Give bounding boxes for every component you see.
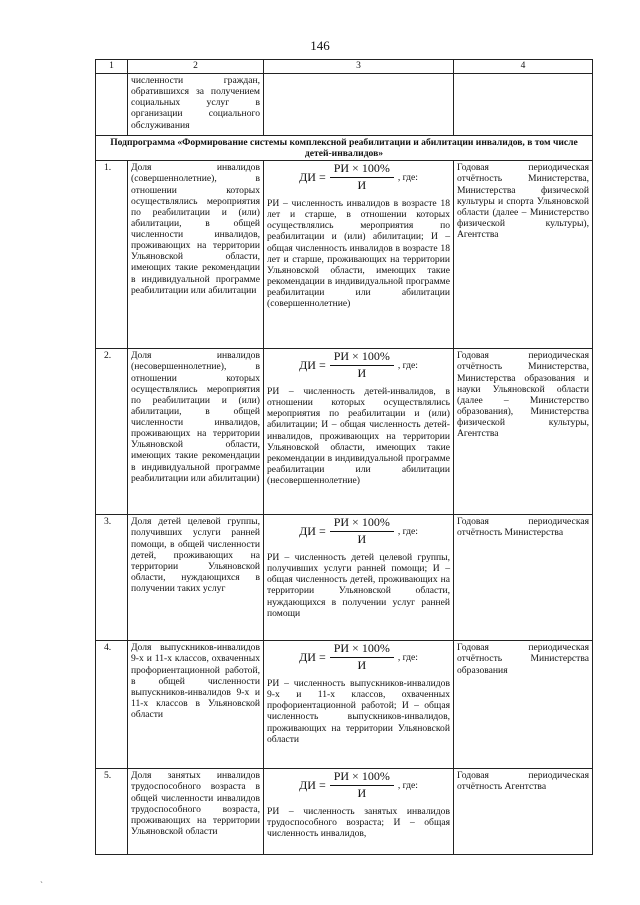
- subprogram-row: [96, 136, 593, 161]
- formula-numerator: РИ × 100%: [330, 516, 394, 532]
- formula-lhs: ДИ =: [299, 169, 326, 184]
- scan-mark: `: [40, 880, 43, 890]
- row-number: 5.: [96, 769, 128, 855]
- data-source: Годовая периодическая отчётность Министерства образования: [454, 641, 593, 769]
- formula-lhs: ДИ =: [299, 649, 326, 664]
- formula-tail: , где:: [397, 172, 418, 184]
- data-source: Годовая периодическая отчётность Министерства, Министерства образования и науки Ульяновской области (далее – Министерство образования), Министерства физической культуры, Агентства: [454, 349, 593, 515]
- calculation-method: [264, 641, 454, 769]
- row-number: 3.: [96, 515, 128, 641]
- indicator-name: Доля занятых инвалидов трудоспособного возраста в общей численности инвалидов трудоспособного возраста, проживающих на территории Ульяновской области: [128, 769, 264, 855]
- formula-tail: , где:: [397, 526, 418, 538]
- formula-denominator: И: [357, 366, 367, 381]
- column-number-4: 4: [454, 60, 593, 74]
- formula: [267, 350, 450, 381]
- method-description: РИ – численность детей-инвалидов, в отношении которых осуществлялись мероприятия по реабилитации и (или) абилитации; И – общая численность детей-инвалидов, проживающих на территории Ульяновской области, имеющих такие рекомендации в индивидуальной программе реабилитации или абилитации (несовершеннолетние): [267, 386, 450, 487]
- method-description: РИ – численность детей целевой группы, получивших услуги ранней помощи; И – общая численность детей, проживающих на территории Ульяновской области, нуждающихся в получении услуг ранней помощи: [267, 552, 450, 619]
- data-source: Годовая периодическая отчётность Министерства: [454, 515, 593, 641]
- formula-denominator: И: [357, 532, 367, 547]
- table-row: [96, 349, 593, 515]
- formula-numerator: РИ × 100%: [330, 770, 394, 786]
- calculation-method: [264, 769, 454, 855]
- subprogram-title: Подпрограмма «Формирование системы комплексной реабилитации и абилитации инвалидов, в том числе детей-инвалидов»: [96, 136, 593, 161]
- formula-numerator: РИ × 100%: [330, 350, 394, 366]
- table-row: [96, 641, 593, 769]
- formula: [267, 770, 450, 801]
- row-number: 4.: [96, 641, 128, 769]
- continuation-row: [96, 74, 593, 136]
- formula-tail: , где:: [397, 780, 418, 792]
- column-number-3: 3: [264, 60, 454, 74]
- column-number-1: 1: [96, 60, 128, 74]
- data-source: Годовая периодическая отчётность Министерства, Министерства физической культуры и спорта Ульяновской области (далее – Министерство физической культуры), Агентства: [454, 161, 593, 349]
- calculation-method: [264, 161, 454, 349]
- row-number: 2.: [96, 349, 128, 515]
- method-description: РИ – численность занятых инвалидов трудоспособного возраста; И – общая численность инвалидов,: [267, 806, 450, 840]
- formula-numerator: РИ × 100%: [330, 642, 394, 658]
- indicator-name: Доля инвалидов (совершеннолетние), в отношении которых осуществлялись мероприятия по реабилитации и (или) абилитации, в общей численности инвалидов, проживающих на территории Ульяновской области, имеющих такие рекомендации в индивидуальной программе реабилитации или абилитации: [128, 161, 264, 349]
- row-number: 1.: [96, 161, 128, 349]
- continuation-text: численности граждан, обратившихся за получением социальных услуг в организации социального обслуживания: [128, 74, 264, 136]
- formula-numerator: РИ × 100%: [330, 162, 394, 178]
- calculation-method: [264, 515, 454, 641]
- formula-denominator: И: [357, 178, 367, 193]
- column-number-row: [96, 60, 593, 74]
- indicator-name: Доля инвалидов (несовершеннолетние), в отношении которых осуществлялись мероприятия по реабилитации и (или) абилитации, в общей численности инвалидов, проживающих на территории Ульяновской области, имеющих такие рекомендации в индивидуальной программе реабилитации или абилитации): [128, 349, 264, 515]
- indicator-name: Доля детей целевой группы, получивших услуги ранней помощи, в общей численности детей, проживающих на территории Ульяновской области, нуждающихся в получении таких услуг: [128, 515, 264, 641]
- table-row: [96, 515, 593, 641]
- formula-tail: , где:: [397, 652, 418, 664]
- formula-denominator: И: [357, 786, 367, 801]
- method-description: РИ – численность выпускников-инвалидов 9-х и 11-х классов, охваченных профориентационной работой; И – общая численность выпускников-инвалидов, проживающих на территории Ульяновской области: [267, 678, 450, 745]
- formula-lhs: ДИ =: [299, 523, 326, 538]
- table-row: [96, 769, 593, 855]
- indicators-table: [95, 59, 593, 855]
- formula: [267, 642, 450, 673]
- method-description: РИ – численность инвалидов в возрасте 18 лет и старше, в отношении которых осуществлялись мероприятия по реабилитации и (или) абилитации; И – общая численность инвалидов в возрасте 18 лет и старше, проживающих на территории Ульяновской области, имеющих такие рекомендации в индивидуальной программе реабилитации или абилитации (совершеннолетние): [267, 198, 450, 310]
- data-source: Годовая периодическая отчётность Агентства: [454, 769, 593, 855]
- table-row: [96, 161, 593, 349]
- indicator-name: Доля выпускников-инвалидов 9-х и 11-х классов, охваченных профориентационной работой, в общей численности выпускников-инвалидов 9-х и 11-х классов в Ульяновской области: [128, 641, 264, 769]
- calculation-method: [264, 349, 454, 515]
- column-number-2: 2: [128, 60, 264, 74]
- formula-denominator: И: [357, 658, 367, 673]
- page-number: 146: [310, 38, 330, 53]
- formula-lhs: ДИ =: [299, 777, 326, 792]
- formula: [267, 516, 450, 547]
- formula-tail: , где:: [397, 360, 418, 372]
- formula: [267, 162, 450, 193]
- formula-lhs: ДИ =: [299, 357, 326, 372]
